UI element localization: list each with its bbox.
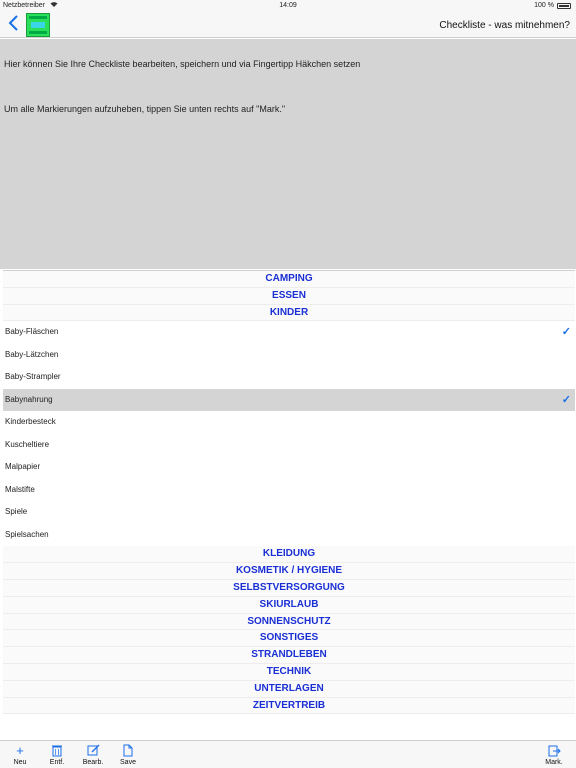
delete-button[interactable]: Entf.: [43, 744, 71, 768]
category-sonnenschutz[interactable]: SONNENSCHUTZ: [3, 614, 575, 631]
list-item[interactable]: Baby-Lätzchen: [3, 344, 575, 367]
category-kinder[interactable]: KINDER: [3, 305, 575, 322]
category-technik[interactable]: TECHNIK: [3, 664, 575, 681]
category-kleidung[interactable]: KLEIDUNG: [3, 546, 575, 563]
carrier-label: Netzbetreiber: [3, 2, 46, 9]
category-kosmetik-hygiene[interactable]: KOSMETIK / HYGIENE: [3, 563, 575, 580]
list-item[interactable]: Kinderbesteck: [3, 411, 575, 434]
list-item[interactable]: Malstifte: [3, 479, 575, 502]
battery-icon: [557, 3, 571, 9]
mark-button[interactable]: Mark.: [540, 744, 568, 768]
new-button[interactable]: + Neu: [6, 744, 34, 768]
status-bar: [0, 0, 576, 12]
info-panel: [0, 39, 576, 269]
document-icon: [114, 744, 142, 758]
list-item[interactable]: Babynahrung ✓: [3, 389, 575, 412]
list-item[interactable]: Spiele: [3, 501, 575, 524]
back-chevron-icon[interactable]: [4, 14, 22, 36]
info-text-mark: Um alle Markierungen aufzuheben, tippen Sie unten rechts auf "Mark.": [4, 104, 286, 114]
navigation-bar: [0, 12, 576, 38]
app-logo: [26, 13, 50, 37]
list-item[interactable]: Spielsachen: [3, 524, 575, 547]
edit-button[interactable]: Bearb.: [79, 744, 107, 768]
share-out-icon: [540, 744, 568, 758]
info-text-edit: Hier können Sie Ihre Checkliste bearbeiten, speichern und via Fingertipp Häkchen setzen: [4, 59, 361, 69]
page-title: Checkliste - was mitnehmen?: [439, 20, 570, 31]
list-item[interactable]: Baby-Strampler: [3, 366, 575, 389]
category-essen[interactable]: ESSEN: [3, 288, 575, 305]
list-item[interactable]: Kuscheltiere: [3, 434, 575, 457]
plus-icon: +: [16, 743, 24, 758]
list-item[interactable]: Baby-Fläschen ✓: [3, 321, 575, 344]
battery-percent: 100 %: [534, 2, 554, 9]
category-selbstversorgung[interactable]: SELBSTVERSORGUNG: [3, 580, 575, 597]
category-unterlagen[interactable]: UNTERLAGEN: [3, 681, 575, 698]
category-strandleben[interactable]: STRANDLEBEN: [3, 647, 575, 664]
bottom-toolbar: [0, 740, 576, 768]
category-sonstiges[interactable]: SONSTIGES: [3, 630, 575, 647]
checkmark-icon: ✓: [561, 326, 571, 339]
list-item[interactable]: Malpapier: [3, 456, 575, 479]
checklist: [3, 270, 575, 740]
clock: 14:09: [279, 2, 297, 9]
category-camping[interactable]: CAMPING: [3, 271, 575, 288]
category-zeitvertreib[interactable]: ZEITVERTREIB: [3, 698, 575, 715]
checkmark-icon: ✓: [561, 393, 571, 406]
trash-icon: [43, 744, 71, 758]
edit-icon: [79, 744, 107, 758]
save-button[interactable]: Save: [114, 744, 142, 768]
category-skiurlaub[interactable]: SKIURLAUB: [3, 597, 575, 614]
